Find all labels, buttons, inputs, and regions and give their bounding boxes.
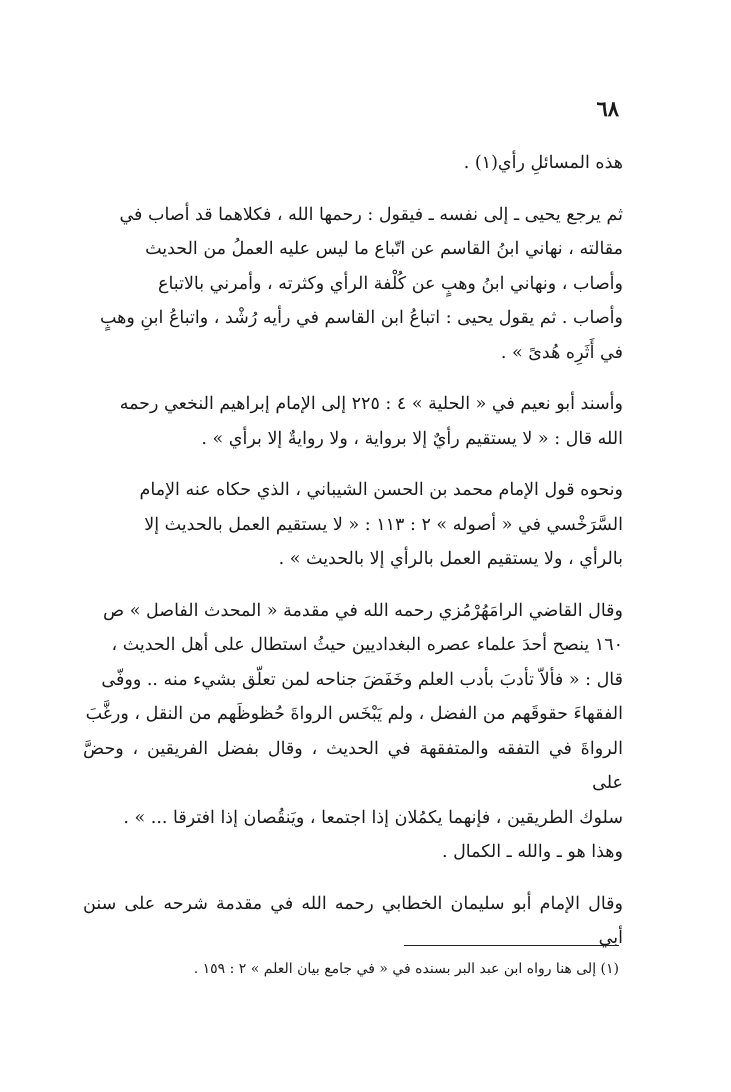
text-line: هذه المسائلِ رأي(١) . — [463, 153, 623, 173]
body-text — [83, 146, 623, 973]
text-line: في أَثَرِه هُدىً » . — [500, 342, 623, 363]
text-line: سلوك الطريقين ، فإنهما يكمُلان إذا اجتمعا ، ويَنقُصان إذا افترقا ... » . — [123, 807, 623, 828]
text-line: وقال الإمام أبو سليمان الخطابي رحمه الله في مقدمة شرحه على سنن أبي — [83, 893, 623, 948]
text-line: وأسند أبو نعيم في « الحلية » ٤ : ٢٢٥ إلى الإمام إبراهيم النخعي رحمه — [119, 394, 623, 414]
footnote-divider — [404, 945, 619, 946]
text-line: الفقهاءَ حقوقَهم من الفضل ، ولم يَبْخَس الرواةَ حُظوظَهم من النقل ، ورغَّبَ — [85, 704, 623, 724]
text-line: السَّرَخْسي في « أصوله » ٢ : ١١٣ : « لا يستقيم العمل بالحديث إلا — [144, 514, 623, 535]
page-number: ٦٨ — [596, 96, 619, 121]
paragraph — [83, 594, 623, 870]
paragraph — [83, 146, 623, 181]
paragraph — [83, 387, 623, 456]
text-line: وقال القاضي الرامَهُرْمُزي رحمه الله في مقدمة « المحدث الفاصل » ص — [102, 600, 623, 621]
text-line: ثم يرجع يحيى ـ إلى نفسه ـ فيقول : رحمها الله ، فكلاهما قد أصاب في — [119, 204, 623, 225]
text-line: مقالته ، نهاني ابنُ القاسم عن اتّباع ما ليس عليه العملُ من الحديث — [145, 239, 623, 259]
text-line: الله قال : « لا يستقيم رأيٌ إلا برواية ، ولا روايةٌ إلا برأي » . — [201, 428, 623, 449]
paragraph — [83, 473, 623, 577]
text-line: قال : « فألاّ تأدبَ بأدب العلم وخَفَضَ جناحه لمن تعلّق بشيء منه .. ووفّى — [101, 669, 623, 690]
text-line: ١٦٠ ينصح أحدَ علماء عصره البغداديين حيثُ استطال على أهل الحديث ، — [111, 635, 623, 655]
text-line: وأصاب ، ونهاني ابنُ وهبٍ عن كُلْفة الرأي وكثرته ، وأمرني بالاتباع — [158, 273, 623, 294]
text-line: الرواةَ في التفقه والمتفقهة في الحديث ، وقال بفضل الفريقين ، وحضَّ على — [83, 738, 623, 793]
text-line: وهذا هو ـ والله ـ الكمال . — [441, 842, 623, 862]
footnote: (١) إلى هنا رواه ابن عبد البر بسنده في « في جامع بيان العلم » ٢ : ١٥٩ . — [193, 961, 619, 977]
text-line: بالرأي ، ولا يستقيم العمل بالرأي إلا بالحديث » . — [278, 549, 623, 569]
paragraph — [83, 198, 623, 371]
text-line: ونحوه قول الإمام محمد بن الحسن الشيباني ، الذي حكاه عنه الإمام — [139, 480, 623, 500]
text-line: وأصاب . ثم يقول يحيى : اتباعُ ابن القاسم في رأيه رُشْد ، واتباعُ ابنِ وهبٍ — [99, 308, 623, 328]
